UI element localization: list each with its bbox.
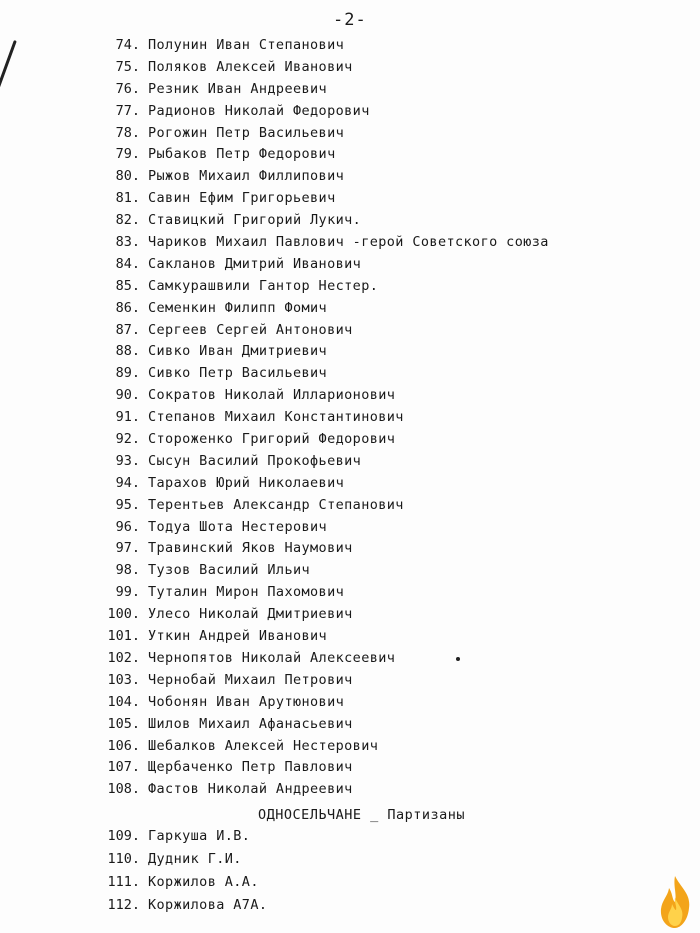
- list-item: [100, 409, 660, 431]
- entry-number: 81.: [115, 190, 140, 207]
- entry-number: 95.: [115, 496, 140, 513]
- entry-name: Рогожин Петр Васильевич: [148, 124, 345, 141]
- entry-name: Терентьев Александр Степанович: [148, 496, 404, 513]
- entry-name: Стороженко Григорий Федорович: [148, 431, 396, 448]
- entry-name: Тарахов Юрий Николаевич: [148, 474, 345, 491]
- entry-number: 74.: [115, 37, 140, 53]
- flame-icon: [655, 874, 695, 930]
- entry-name: Улесо Николай Дмитриевич: [148, 606, 353, 623]
- entry-name: Степанов Михаил Константинович: [148, 409, 404, 426]
- entry-name: Чернопятов Николай Алексеевич: [148, 649, 396, 666]
- entry-number: 80.: [115, 168, 140, 185]
- entry-number: 100.: [107, 606, 140, 623]
- list-item: [100, 759, 660, 781]
- entry-name: Дудник Г.И.: [148, 851, 242, 867]
- entry-number: 109.: [107, 828, 140, 844]
- ink-speck: [456, 657, 460, 661]
- list-item: [100, 146, 660, 168]
- entry-name: Фастов Николай Андреевич: [148, 781, 353, 798]
- list-item: [100, 322, 660, 344]
- entry-number: 76.: [115, 80, 140, 97]
- list-item: [100, 387, 660, 409]
- entry-number: 96.: [115, 518, 140, 535]
- list-item: [100, 716, 660, 738]
- entry-name: Самкурашвили Гантор Нестер.: [148, 277, 379, 294]
- entry-name: Сивко Петр Васильевич: [148, 365, 328, 382]
- list-item: [100, 212, 660, 234]
- entry-number: 90.: [115, 387, 140, 404]
- entry-name: Семенкин Филипп Фомич: [148, 299, 328, 316]
- list-item: [100, 694, 660, 716]
- entry-name: Сивко Иван Дмитриевич: [148, 343, 328, 360]
- list-item: [100, 365, 660, 387]
- list-item: [100, 650, 660, 672]
- entry-number: 106.: [107, 737, 140, 754]
- list-item: [100, 874, 400, 897]
- name-list: [100, 37, 660, 803]
- list-item: [100, 453, 660, 475]
- entry-name: Туталин Мирон Пахомович: [148, 584, 345, 601]
- list-item: [100, 103, 660, 125]
- entry-number: 77.: [115, 102, 140, 119]
- entry-name: Чернобай Михаил Петрович: [148, 671, 353, 688]
- entry-name: Коржилов А.А.: [148, 874, 259, 890]
- list-item: [100, 256, 660, 278]
- list-item: [100, 431, 660, 453]
- entry-number: 91.: [115, 409, 140, 426]
- entry-number: 97.: [115, 540, 140, 557]
- entry-number: 93.: [115, 452, 140, 469]
- entry-name: Чариков Михаил Павлович -герой Советского союза: [148, 234, 549, 251]
- entry-name: Тодуа Шота Нестерович: [148, 518, 328, 535]
- list-item: [100, 897, 400, 920]
- entry-name: Шебалков Алексей Нестерович: [148, 737, 379, 754]
- entry-number: 102.: [107, 649, 140, 666]
- partisan-list: [100, 828, 400, 920]
- entry-name: Поляков Алексей Иванович: [148, 58, 353, 75]
- entry-name: Рыбаков Петр Федорович: [148, 146, 336, 163]
- entry-number: 89.: [115, 365, 140, 382]
- list-item: [100, 672, 660, 694]
- list-item: [100, 475, 660, 497]
- entry-name: Сысун Василий Прокофьевич: [148, 452, 362, 469]
- entry-number: 83.: [115, 234, 140, 251]
- list-item: [100, 738, 660, 760]
- entry-number: 86.: [115, 299, 140, 316]
- entry-number: 112.: [107, 897, 140, 913]
- list-item: [100, 81, 660, 103]
- entry-name: Шилов Михаил Афанасьевич: [148, 715, 353, 732]
- list-item: [100, 343, 660, 365]
- entry-number: 108.: [107, 781, 140, 798]
- entry-name: Рыжов Михаил Филлипович: [148, 168, 345, 185]
- list-item: [100, 168, 660, 190]
- entry-name: Радионов Николай Федорович: [148, 102, 370, 119]
- entry-number: 79.: [115, 146, 140, 163]
- entry-number: 85.: [115, 277, 140, 294]
- list-item: [100, 234, 660, 256]
- entry-name: Сакланов Дмитрий Иванович: [148, 255, 362, 272]
- entry-number: 101.: [107, 628, 140, 645]
- entry-number: 105.: [107, 715, 140, 732]
- list-item: [100, 584, 660, 606]
- entry-number: 98.: [115, 562, 140, 579]
- entry-name: Травинский Яков Наумович: [148, 540, 353, 557]
- entry-name: Коржилова А7А.: [148, 897, 268, 913]
- entry-number: 103.: [107, 671, 140, 688]
- entry-name: Резник Иван Андреевич: [148, 80, 328, 97]
- entry-number: 99.: [115, 584, 140, 601]
- entry-number: 88.: [115, 343, 140, 360]
- entry-number: 84.: [115, 255, 140, 272]
- entry-name: Щербаченко Петр Павлович: [148, 759, 353, 776]
- entry-number: 87.: [115, 321, 140, 338]
- entry-name: Савин Ефим Григорьевич: [148, 190, 336, 207]
- entry-name: Полунин Иван Степанович: [148, 37, 345, 53]
- entry-number: 82.: [115, 212, 140, 229]
- entry-number: 104.: [107, 693, 140, 710]
- entry-name: Чобонян Иван Арутюнович: [148, 693, 345, 710]
- list-item: [100, 37, 660, 59]
- list-item: [100, 278, 660, 300]
- list-item: [100, 828, 400, 851]
- list-item: [100, 540, 660, 562]
- list-item: [100, 519, 660, 541]
- list-item: [100, 190, 660, 212]
- list-item: [100, 606, 660, 628]
- list-item: [100, 300, 660, 322]
- entry-name: Тузов Василий Ильич: [148, 562, 311, 579]
- entry-name: Сергеев Сергей Антонович: [148, 321, 353, 338]
- entry-number: 92.: [115, 431, 140, 448]
- entry-number: 107.: [107, 759, 140, 776]
- entry-number: 75.: [115, 58, 140, 75]
- list-item: [100, 497, 660, 519]
- margin-pen-mark: [0, 40, 17, 109]
- list-item: [100, 59, 660, 81]
- list-item: [100, 851, 400, 874]
- list-item: [100, 781, 660, 803]
- page-number: -2-: [333, 10, 367, 30]
- entry-name: Ставицкий Григорий Лукич.: [148, 212, 362, 229]
- entry-name: Гаркуша И.В.: [148, 828, 251, 844]
- entry-number: 94.: [115, 474, 140, 491]
- entry-number: 111.: [107, 874, 140, 890]
- entry-name: Сократов Николай Илларионович: [148, 387, 396, 404]
- section-heading: ОДНОСЕЛЬЧАНЕ _ Партизаны: [258, 807, 466, 823]
- entry-number: 78.: [115, 124, 140, 141]
- entry-name: Уткин Андрей Иванович: [148, 628, 328, 645]
- entry-number: 110.: [107, 851, 140, 867]
- list-item: [100, 562, 660, 584]
- list-item: [100, 628, 660, 650]
- list-item: [100, 125, 660, 147]
